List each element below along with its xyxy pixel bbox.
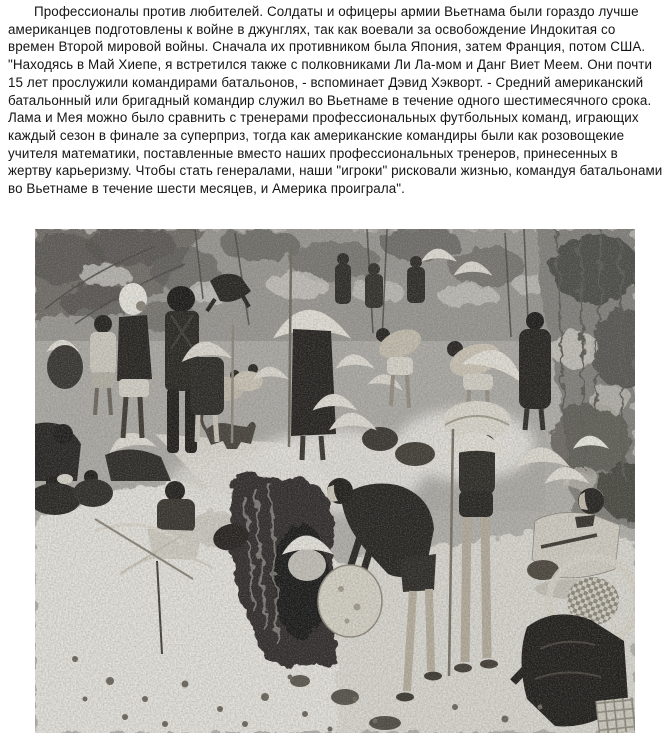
photo	[35, 229, 635, 733]
article-paragraph: Профессионалы против любителей. Солдаты и офицеры армии Вьетнама были гораздо лучше американцев подготовлены к войне в джунглях, так как воевали за освобождение Индокитая со времен Второй мировой войны. Сначала их противником была Япония, затем Франция, потом США. "Находясь в Май Хиепе, я встретился также с полковниками Ли Ла-мом и Данг Виет Меем. Они почти 15 лет прослужили командирами батальонов, - вспоминает Дэвид Хэкворт. - Средний американский батальонный или бригадный командир служил во Вьетнаме в течение одного шестимесячного срока. Лама и Мея можно было сравнить с тренерами профессиональных футбольных команд, играющих каждый сезон в финале за суперприз, тогда как американские командиры были как розовощекие учителя математики, поставленные вместо наших профессиональных тренеров, принесенных в жертву карьеризму. Чтобы стать генералами, наши "игроки" рисковали жизнью, командуя батальонами во Вьетнаме в течение шести месяцев, и Америка проиграла".	[8, 4, 663, 197]
grain-light	[35, 229, 635, 733]
photo-illustration	[35, 229, 635, 733]
